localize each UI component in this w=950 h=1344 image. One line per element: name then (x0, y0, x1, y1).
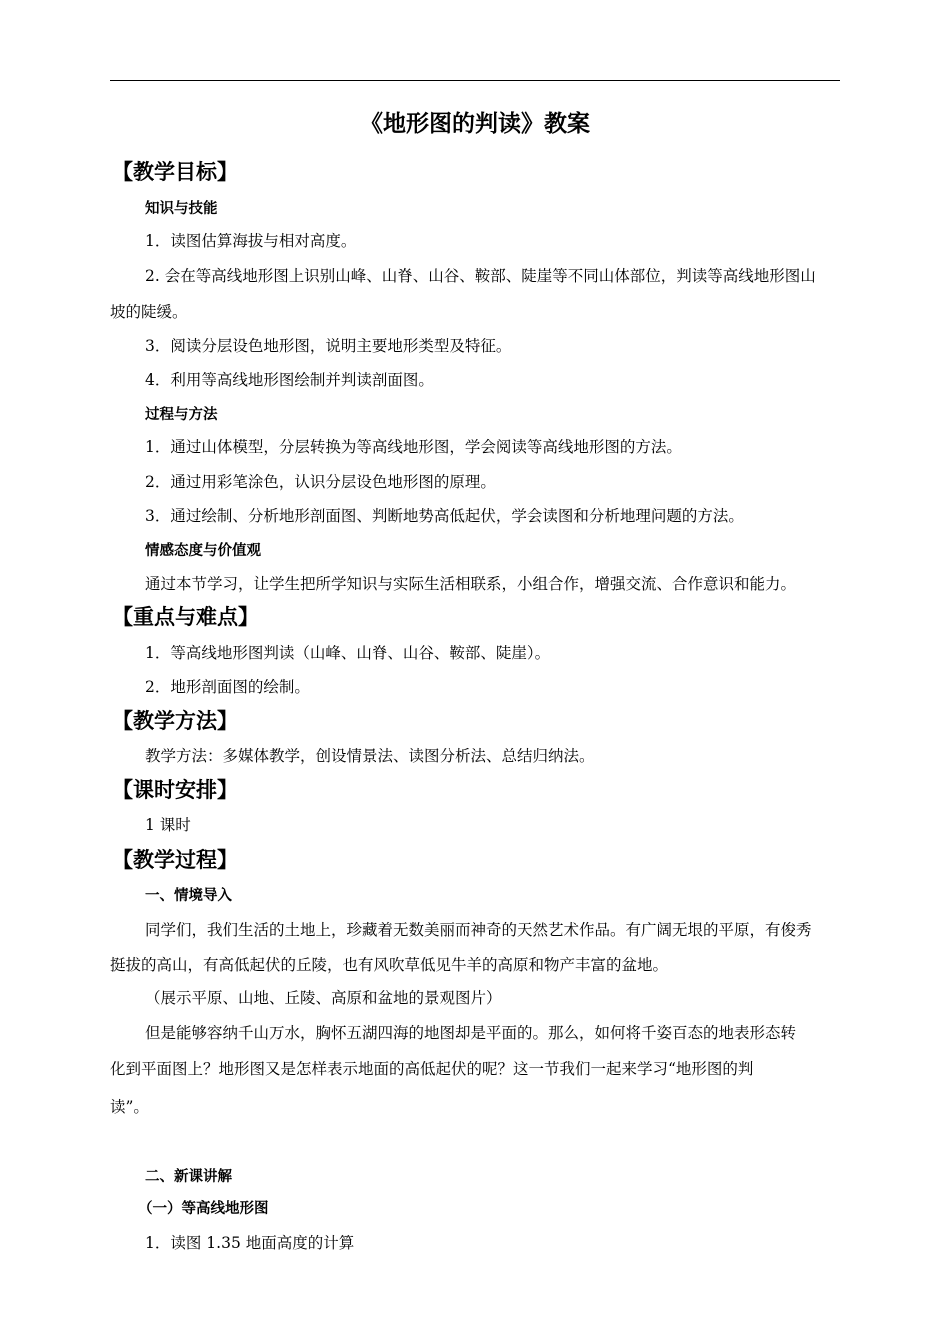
intro-line-1: 同学们，我们生活的土地上，珍藏着无数美丽而神奇的天然艺术作品。有广阔无垠的平原，有俊秀 (145, 921, 812, 939)
section-heading-objectives: 【教学目标】 (112, 160, 238, 184)
subheading-new-lesson: 二、新课讲解 (145, 1169, 232, 1185)
section-heading-methods: 【教学方法】 (112, 709, 238, 733)
process-item-2: 2．通过用彩笔涂色，认识分层设色地形图的原理。 (145, 473, 496, 491)
section-heading-procedure: 【教学过程】 (112, 848, 238, 872)
intro-line-2: 挺拔的高山，有高低起伏的丘陵，也有风吹草低见牛羊的高原和物产丰富的盆地。 (110, 956, 669, 974)
schedule-text: 1 课时 (145, 816, 191, 834)
new-lesson-item-1: 1．读图 1.35 地面高度的计算 (145, 1234, 355, 1252)
subheading-knowledge: 知识与技能 (145, 201, 218, 217)
subheading-attitude: 情感态度与价值观 (145, 543, 261, 559)
header-rule (110, 80, 840, 81)
key-point-2: 2．地形剖面图的绘制。 (145, 678, 310, 696)
key-point-1: 1．等高线地形图判读（山峰、山脊、山谷、鞍部、陡崖）。 (145, 644, 551, 662)
subheading-intro: 一、情境导入 (145, 888, 232, 904)
process-item-3: 3．通过绘制、分析地形剖面图、判断地势高低起伏，学会读图和分析地理问题的方法。 (145, 507, 744, 525)
knowledge-item-3: 3．阅读分层设色地形图，说明主要地形类型及特征。 (145, 337, 512, 355)
intro-line-3: （展示平原、山地、丘陵、高原和盆地的景观图片） (145, 989, 502, 1007)
intro-line-6: 读”。 (110, 1098, 149, 1116)
methods-text: 教学方法：多媒体教学，创设情景法、读图分析法、总结归纳法。 (145, 747, 595, 765)
subheading-process: 过程与方法 (145, 407, 218, 423)
subheading-contour-map: （一）等高线地形图 (138, 1201, 269, 1217)
section-heading-schedule: 【课时安排】 (112, 778, 238, 802)
knowledge-item-4: 4．利用等高线地形图绘制并判读剖面图。 (145, 371, 434, 389)
document-title: 《地形图的判读》教案 (360, 111, 590, 137)
knowledge-item-2-continued: 坡的陡缓。 (110, 303, 188, 321)
attitude-text: 通过本节学习，让学生把所学知识与实际生活相联系，小组合作，增强交流、合作意识和能力。 (145, 575, 797, 593)
intro-line-5: 化到平面图上？地形图又是怎样表示地面的高低起伏的呢？这一节我们一起来学习“地形图的判 (110, 1060, 754, 1078)
process-item-1: 1．通过山体模型，分层转换为等高线地形图，学会阅读等高线地形图的方法。 (145, 438, 682, 456)
section-heading-key-points: 【重点与难点】 (112, 605, 259, 629)
knowledge-item-1: 1．读图估算海拔与相对高度。 (145, 232, 357, 250)
intro-line-4: 但是能够容纳千山万水，胸怀五湖四海的地图却是平面的。那么，如何将千姿百态的地表形态转 (145, 1024, 797, 1042)
knowledge-item-2: 2. 会在等高线地形图上识别山峰、山脊、山谷、鞍部、陡崖等不同山体部位，判读等高线地形图山 (145, 267, 816, 285)
